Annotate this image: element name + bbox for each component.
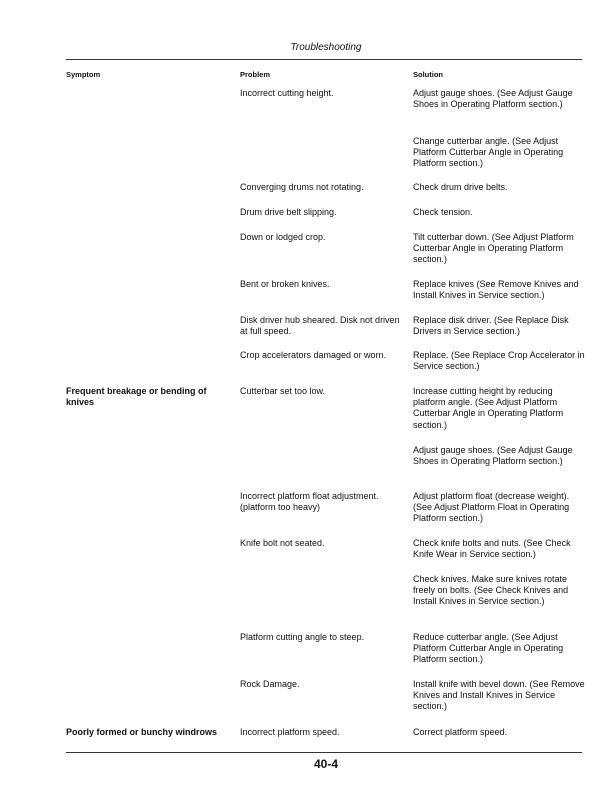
solution-cell: Replace disk driver. (See Replace Disk Drivers in Service section.): [413, 315, 569, 337]
solution-cell: Check knives. Make sure knives rotate freely on bolts. (See Check Knives and Install Knives in Service section.): [413, 574, 569, 607]
problem-cell: Cutterbar set too low.: [240, 386, 326, 396]
column-header-problem: Problem: [240, 70, 271, 79]
solution-cell: Correct platform speed.: [413, 727, 508, 737]
problem-cell: Crop accelerators damaged or worn.: [240, 350, 387, 360]
solution-cell: Reduce cutterbar angle. (See Adjust Platform Cutterbar Angle in Operating Platform section.): [413, 632, 564, 665]
problem-cell: Incorrect platform speed.: [240, 727, 340, 737]
footer-rule: [66, 752, 582, 753]
problem-cell: Knife bolt not seated.: [240, 538, 325, 548]
problem-cell: Incorrect cutting height.: [240, 88, 334, 98]
solution-cell: Adjust platform float (decrease weight). (See Adjust Platform Float in Operating Platform section.): [413, 491, 570, 524]
solution-cell: Replace. (See Replace Crop Accelerator in Service section.): [413, 350, 585, 372]
problem-cell: Bent or broken knives.: [240, 279, 330, 289]
page-number: 40-4: [313, 757, 339, 771]
solution-cell: Check knife bolts and nuts. (See Check Knife Wear in Service section.): [413, 538, 571, 560]
symptom-cell: Frequent breakage or bending of knives: [66, 386, 207, 408]
problem-cell: Rock Damage.: [240, 679, 300, 689]
page-header-title: Troubleshooting: [290, 42, 362, 53]
solution-cell: Change cutterbar angle. (See Adjust Platform Cutterbar Angle in Operating Platform section.): [413, 136, 564, 169]
problem-cell: Incorrect platform float adjustment. (platform too heavy): [240, 491, 379, 513]
solution-cell: Adjust gauge shoes. (See Adjust Gauge Shoes in Operating Platform section.): [413, 88, 573, 110]
problem-cell: Drum drive belt slipping.: [240, 207, 337, 217]
solution-cell: Check drum drive belts.: [413, 182, 508, 192]
problem-cell: Converging drums not rotating.: [240, 182, 364, 192]
column-header-symptom: Symptom: [66, 70, 101, 79]
problem-cell: Down or lodged crop.: [240, 232, 326, 242]
solution-cell: Adjust gauge shoes. (See Adjust Gauge Shoes in Operating Platform section.): [413, 445, 573, 467]
column-header-solution: Solution: [413, 70, 443, 79]
solution-cell: Install knife with bevel down. (See Remove Knives and Install Knives in Service section.): [413, 679, 585, 712]
solution-cell: Increase cutting height by reducing platform angle. (See Adjust Platform Cutterbar Angle in Operating Platform section.): [413, 386, 564, 430]
problem-cell: Platform cutting angle to steep.: [240, 632, 365, 642]
solution-cell: Tilt cutterbar down. (See Adjust Platform Cutterbar Angle in Operating Platform section.): [413, 232, 574, 265]
symptom-cell: Poorly formed or bunchy windrows: [66, 727, 218, 737]
problem-cell: Disk driver hub sheared. Disk not driven at full speed.: [240, 315, 400, 337]
solution-cell: Check tension.: [413, 207, 473, 217]
solution-cell: Replace knives (See Remove Knives and Install Knives in Service section.): [413, 279, 579, 301]
header-rule: [66, 59, 582, 60]
